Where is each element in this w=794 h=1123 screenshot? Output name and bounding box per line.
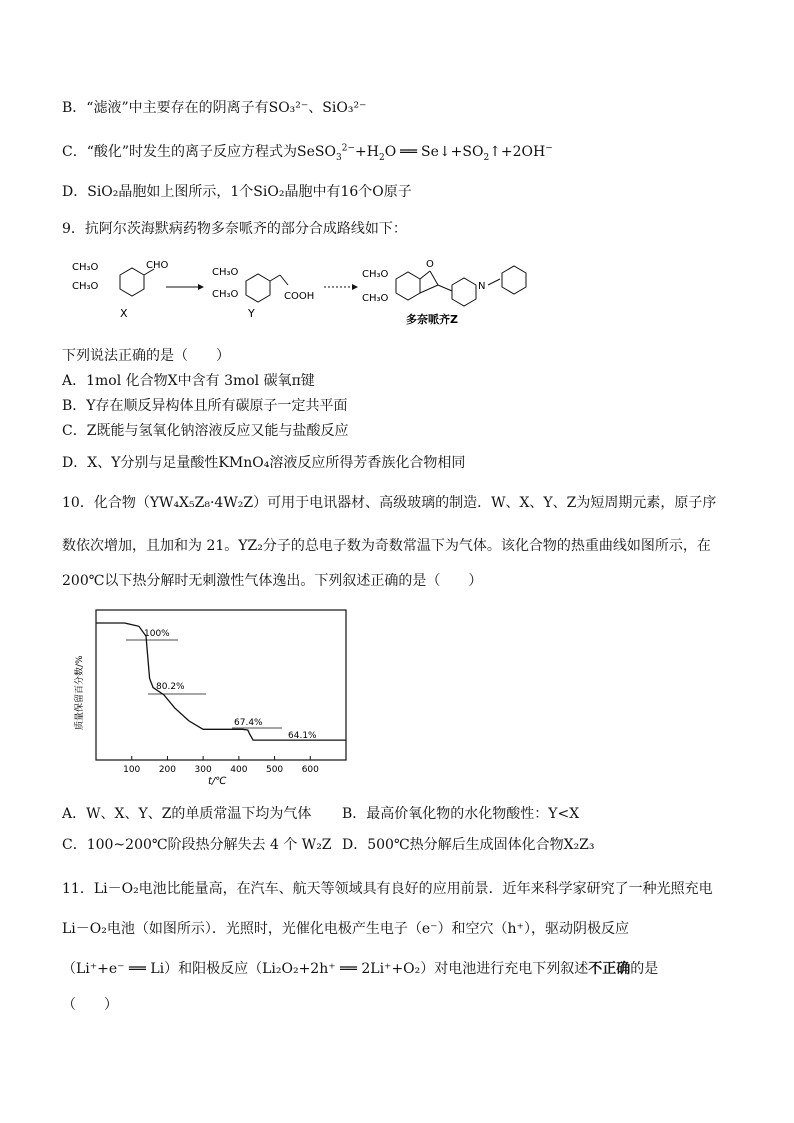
x-methoxy-2: CH₃O (72, 281, 99, 292)
annotation-100: 100% (144, 629, 170, 639)
q11-stem-line1: 11．Li－O₂电池比能量高，在汽车、航天等领域具有良好的应用前景．近年来科学家研究了一种光照充电 (62, 881, 713, 897)
q9-option-b: B．Y存在顺反异构体且所有碳原子一定共平面 (62, 398, 348, 414)
q9-option-d: D．X、Y分别与足量酸性KMnO₄溶液反应所得芳香族化合物相同 (62, 455, 466, 471)
q8-option-c: C．“酸化”时发生的离子反应方程式为$SeSO_3^{2-}+H_2O$ ══ $Se↓+SO_2↑+2OH^-$ (62, 143, 553, 163)
z-methoxy-2: CH₃O (362, 293, 389, 304)
x-tick-label: 100 (123, 765, 141, 775)
x-axis-label: t/℃ (208, 776, 227, 785)
label-x: X (120, 307, 128, 320)
x-tick-label: 200 (158, 765, 177, 775)
y-methoxy-2: CH₃O (212, 289, 239, 300)
y-carboxyl: COOH (284, 291, 315, 302)
x-aldehyde: CHO (146, 260, 169, 271)
annotation-67-4: 67.4% (234, 718, 263, 728)
q8-c-text: C．“酸化”时发生的离子反应方程式为SeSO (62, 144, 336, 160)
q8-option-b: B．“滤液”中主要存在的阴离子有SO₃²⁻、SiO₃²⁻ (62, 100, 367, 116)
q10-option-d: D．500℃热分解后生成固体化合物X₂Z₃ (342, 837, 595, 853)
q9-option-a: A．1mol 化合物X中含有 3mol 碳氧π键 (62, 373, 315, 389)
tga-curve (96, 623, 346, 740)
label-y: Y (248, 307, 255, 320)
q8-c-eq: ══ (400, 144, 418, 160)
q10-option-b: B．最高价氧化物的水化物酸性：Y<X (342, 806, 580, 822)
synthesis-route-diagram (62, 255, 562, 335)
x-tick-label: 600 (301, 765, 319, 775)
q11-emphasis: 不正确 (588, 961, 631, 977)
q8-c-mid: +H (355, 144, 379, 160)
z-methoxy-1: CH₃O (362, 269, 389, 280)
compound-y (212, 267, 314, 320)
q9-stem: 9．抗阿尔茨海默病药物多奈哌齐的部分合成路线如下： (62, 221, 407, 237)
q10-stem-line2: 数依次增加，且加和为 21。YZ₂分子的总电子数为奇数常温下为气体。该化合物的热重曲线如图所示，在 (62, 538, 711, 554)
q11-stem-line2: Li－O₂电池（如图所示）．光照时，光催化电极产生电子（e⁻）和空穴（h⁺），驱动阴极反应 (62, 921, 629, 937)
q10-stem-line3: 200℃以下热分解时无刺激性气体逸出。下列叙述正确的是（ ） (62, 573, 483, 589)
q11-stem-line3 (62, 958, 658, 978)
q8-c-o: O (384, 144, 397, 160)
thermogravimetric-chart (70, 600, 370, 785)
compound-x (72, 260, 169, 320)
y-axis-label: 质量保留百分数/% (75, 655, 85, 730)
q10-option-a: A．W、X、Y、Z的单质常温下均为气体 (62, 806, 312, 822)
q11-line3-text: （Li⁺+e⁻ ══ Li）和阳极反应（Li₂O₂+2h⁺ ══ 2Li⁺+O₂）对电池进行充电下列叙述 (62, 961, 589, 977)
x-tick-label: 500 (265, 765, 284, 775)
z-ketone-o: O (426, 259, 434, 270)
arrow-2-icon (352, 284, 358, 290)
z-nitrogen: N (478, 281, 486, 292)
y-methoxy-1: CH₃O (212, 267, 239, 278)
annotation-80-2: 80.2% (156, 682, 185, 692)
q10-option-c: C．100~200℃阶段热分解失去 4 个 W₂Z (62, 837, 332, 853)
chart-annotations (126, 629, 317, 741)
q11-blank: （ ） (62, 997, 118, 1013)
compound-z (362, 259, 526, 326)
label-z: 多奈哌齐Z (406, 313, 458, 326)
x-methoxy-1: CH₃O (72, 262, 99, 273)
q9-prompt: 下列说法正确的是（ ） (62, 348, 230, 364)
q9-option-c: C．Z既能与氢氧化钠溶液反应又能与盐酸反应 (62, 423, 349, 439)
annotation-64-1: 64.1% (288, 731, 317, 741)
q10-stem-line1: 10．化合物（YW₄X₅Z₈·4W₂Z）可用于电讯器材、高级玻璃的制造．W、X、Y、Z为短周期元素，原子序 (62, 495, 717, 511)
q11-line3-end: 的是 (630, 961, 659, 977)
q8-c-post: Se↓+SO (421, 144, 484, 160)
x-tick-label: 300 (194, 765, 212, 775)
q8-option-d: D．SiO₂晶胞如上图所示，1个SiO₂晶胞中有16个O原子 (62, 184, 412, 200)
arrow-1-icon (198, 284, 204, 290)
q8-c-end: ↑+2OH (489, 144, 546, 160)
x-tick-label: 400 (230, 765, 248, 775)
